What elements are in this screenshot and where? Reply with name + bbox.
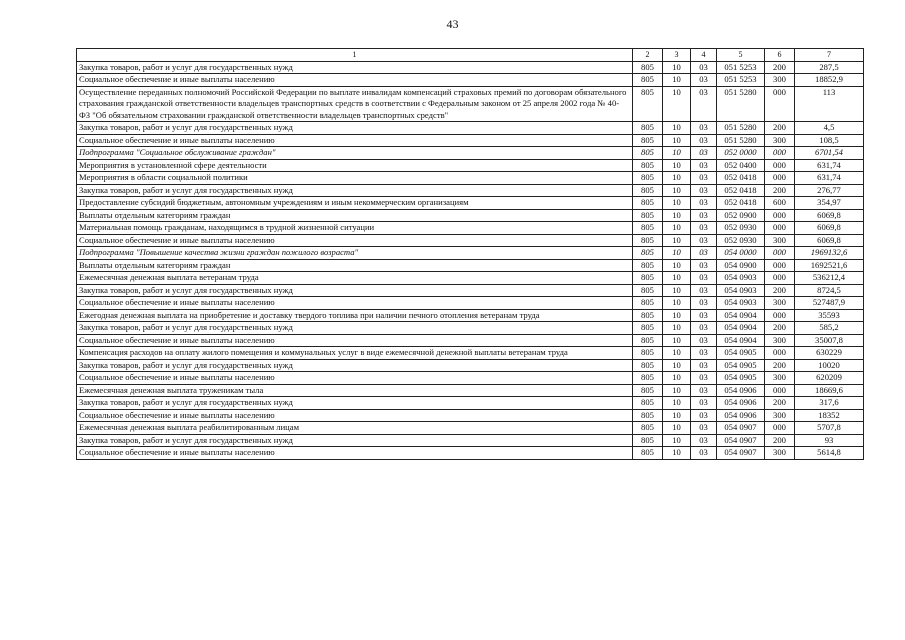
table-row bbox=[77, 322, 864, 335]
row-pr-cell: 03 bbox=[691, 272, 717, 285]
table-row bbox=[77, 409, 864, 422]
table-row bbox=[77, 297, 864, 310]
row-pr-cell: 03 bbox=[691, 434, 717, 447]
row-csr-cell: 051 5280 bbox=[717, 86, 765, 122]
row-pr-cell: 03 bbox=[691, 259, 717, 272]
row-csr-cell: 051 5253 bbox=[717, 74, 765, 87]
table-row bbox=[77, 347, 864, 360]
row-csr-cell: 052 0930 bbox=[717, 222, 765, 235]
row-ved-cell: 805 bbox=[633, 86, 663, 122]
row-pr-cell: 03 bbox=[691, 197, 717, 210]
row-ved-cell: 805 bbox=[633, 247, 663, 260]
row-rz-cell: 10 bbox=[663, 74, 691, 87]
row-vr-cell: 200 bbox=[765, 61, 795, 74]
row-rz-cell: 10 bbox=[663, 309, 691, 322]
row-rz-cell: 10 bbox=[663, 334, 691, 347]
row-name-cell: Мероприятия в установленной сфере деятельности bbox=[77, 159, 633, 172]
row-ved-cell: 805 bbox=[633, 74, 663, 87]
row-sum-cell: 6069,8 bbox=[795, 209, 864, 222]
row-rz-cell: 10 bbox=[663, 434, 691, 447]
row-ved-cell: 805 bbox=[633, 222, 663, 235]
row-vr-cell: 000 bbox=[765, 86, 795, 122]
row-ved-cell: 805 bbox=[633, 297, 663, 310]
row-sum-cell: 35593 bbox=[795, 309, 864, 322]
row-vr-cell: 200 bbox=[765, 184, 795, 197]
page-number: 43 bbox=[446, 17, 459, 31]
table-row bbox=[77, 422, 864, 435]
row-name-cell: Осуществление переданных полномочий Российской Федерации по выплате инвалидам компенсаций страховых премий по договорам обязательного страхования гражданской ответственности владельцев транспортных средств в соответствии с Федеральным законом от 25 апреля 2002 года № 40-ФЗ "Об обязательном страховании гражданской ответственности владельцев транспортных средств" bbox=[77, 86, 633, 122]
row-csr-cell: 054 0907 bbox=[717, 422, 765, 435]
row-vr-cell: 300 bbox=[765, 447, 795, 460]
row-rz-cell: 10 bbox=[663, 384, 691, 397]
row-pr-cell: 03 bbox=[691, 297, 717, 310]
row-ved-cell: 805 bbox=[633, 372, 663, 385]
table-row bbox=[77, 184, 864, 197]
budget-table bbox=[76, 48, 864, 460]
row-csr-cell: 054 0900 bbox=[717, 259, 765, 272]
row-csr-cell: 052 0930 bbox=[717, 234, 765, 247]
table-row bbox=[77, 86, 864, 122]
row-pr-cell: 03 bbox=[691, 172, 717, 185]
row-csr-cell: 052 0400 bbox=[717, 159, 765, 172]
row-ved-cell: 805 bbox=[633, 347, 663, 360]
table-row bbox=[77, 397, 864, 410]
row-ved-cell: 805 bbox=[633, 422, 663, 435]
row-csr-cell: 054 0905 bbox=[717, 347, 765, 360]
row-csr-cell: 054 0904 bbox=[717, 322, 765, 335]
row-name-cell: Социальное обеспечение и иные выплаты населению bbox=[77, 447, 633, 460]
table-row bbox=[77, 334, 864, 347]
row-sum-cell: 1692521,6 bbox=[795, 259, 864, 272]
row-vr-cell: 200 bbox=[765, 322, 795, 335]
row-vr-cell: 000 bbox=[765, 222, 795, 235]
row-vr-cell: 600 bbox=[765, 197, 795, 210]
row-name-cell: Закупка товаров, работ и услуг для государственных нужд bbox=[77, 397, 633, 410]
row-rz-cell: 10 bbox=[663, 172, 691, 185]
row-ved-cell: 805 bbox=[633, 197, 663, 210]
column-header-pr: 4 bbox=[691, 49, 717, 62]
row-pr-cell: 03 bbox=[691, 372, 717, 385]
row-vr-cell: 000 bbox=[765, 247, 795, 260]
row-rz-cell: 10 bbox=[663, 322, 691, 335]
row-pr-cell: 03 bbox=[691, 234, 717, 247]
row-rz-cell: 10 bbox=[663, 347, 691, 360]
row-rz-cell: 10 bbox=[663, 122, 691, 135]
row-sum-cell: 631,74 bbox=[795, 172, 864, 185]
row-rz-cell: 10 bbox=[663, 297, 691, 310]
row-name-cell: Предоставление субсидий бюджетным, автономным учреждениям и иным некоммерческим организациям bbox=[77, 197, 633, 210]
row-sum-cell: 4,5 bbox=[795, 122, 864, 135]
row-name-cell: Ежегодная денежная выплата на приобретение и доставку твердого топлива при наличии печного отопления ветеранам труда bbox=[77, 309, 633, 322]
row-ved-cell: 805 bbox=[633, 309, 663, 322]
row-sum-cell: 35007,8 bbox=[795, 334, 864, 347]
column-header-vr: 6 bbox=[765, 49, 795, 62]
row-sum-cell: 620209 bbox=[795, 372, 864, 385]
row-sum-cell: 108,5 bbox=[795, 134, 864, 147]
row-rz-cell: 10 bbox=[663, 159, 691, 172]
row-rz-cell: 10 bbox=[663, 359, 691, 372]
row-sum-cell: 8724,5 bbox=[795, 284, 864, 297]
row-ved-cell: 805 bbox=[633, 284, 663, 297]
row-pr-cell: 03 bbox=[691, 222, 717, 235]
table-row bbox=[77, 222, 864, 235]
table-row bbox=[77, 122, 864, 135]
row-csr-cell: 054 0906 bbox=[717, 384, 765, 397]
table-row bbox=[77, 74, 864, 87]
row-name-cell: Компенсация расходов на оплату жилого помещения и коммунальных услуг в виде ежемесячной денежной выплаты ветеранам труда bbox=[77, 347, 633, 360]
row-name-cell: Закупка товаров, работ и услуг для государственных нужд bbox=[77, 359, 633, 372]
row-ved-cell: 805 bbox=[633, 147, 663, 160]
row-vr-cell: 300 bbox=[765, 297, 795, 310]
row-vr-cell: 000 bbox=[765, 259, 795, 272]
row-vr-cell: 200 bbox=[765, 434, 795, 447]
row-ved-cell: 805 bbox=[633, 334, 663, 347]
row-csr-cell: 052 0418 bbox=[717, 184, 765, 197]
row-sum-cell: 18669,6 bbox=[795, 384, 864, 397]
row-name-cell: Закупка товаров, работ и услуг для государственных нужд bbox=[77, 61, 633, 74]
row-vr-cell: 200 bbox=[765, 284, 795, 297]
table-row bbox=[77, 197, 864, 210]
row-csr-cell: 054 0907 bbox=[717, 447, 765, 460]
row-csr-cell: 054 0906 bbox=[717, 397, 765, 410]
row-csr-cell: 054 0905 bbox=[717, 372, 765, 385]
row-sum-cell: 18352 bbox=[795, 409, 864, 422]
row-ved-cell: 805 bbox=[633, 172, 663, 185]
row-csr-cell: 054 0903 bbox=[717, 297, 765, 310]
row-rz-cell: 10 bbox=[663, 247, 691, 260]
row-csr-cell: 054 0905 bbox=[717, 359, 765, 372]
table-row bbox=[77, 159, 864, 172]
row-pr-cell: 03 bbox=[691, 422, 717, 435]
row-ved-cell: 805 bbox=[633, 184, 663, 197]
column-header-ved: 2 bbox=[633, 49, 663, 62]
row-vr-cell: 000 bbox=[765, 309, 795, 322]
row-vr-cell: 200 bbox=[765, 397, 795, 410]
row-rz-cell: 10 bbox=[663, 86, 691, 122]
table-row bbox=[77, 247, 864, 260]
table-row bbox=[77, 309, 864, 322]
row-vr-cell: 300 bbox=[765, 409, 795, 422]
row-ved-cell: 805 bbox=[633, 134, 663, 147]
row-name-cell: Ежемесячная денежная выплата ветеранам труда bbox=[77, 272, 633, 285]
row-sum-cell: 93 bbox=[795, 434, 864, 447]
row-name-cell: Закупка товаров, работ и услуг для государственных нужд bbox=[77, 184, 633, 197]
row-name-cell: Подпрограмма "Социальное обслуживание граждан" bbox=[77, 147, 633, 160]
table-row bbox=[77, 259, 864, 272]
row-vr-cell: 200 bbox=[765, 122, 795, 135]
row-ved-cell: 805 bbox=[633, 384, 663, 397]
row-ved-cell: 805 bbox=[633, 259, 663, 272]
row-csr-cell: 054 0000 bbox=[717, 247, 765, 260]
row-rz-cell: 10 bbox=[663, 222, 691, 235]
row-vr-cell: 300 bbox=[765, 134, 795, 147]
row-rz-cell: 10 bbox=[663, 61, 691, 74]
row-name-cell: Социальное обеспечение и иные выплаты населению bbox=[77, 409, 633, 422]
column-header-rz: 3 bbox=[663, 49, 691, 62]
row-csr-cell: 051 5280 bbox=[717, 134, 765, 147]
row-vr-cell: 000 bbox=[765, 384, 795, 397]
row-name-cell: Закупка товаров, работ и услуг для государственных нужд bbox=[77, 322, 633, 335]
row-rz-cell: 10 bbox=[663, 234, 691, 247]
row-sum-cell: 5707,8 bbox=[795, 422, 864, 435]
row-pr-cell: 03 bbox=[691, 86, 717, 122]
row-csr-cell: 052 0418 bbox=[717, 197, 765, 210]
table-row bbox=[77, 447, 864, 460]
table-row bbox=[77, 384, 864, 397]
row-sum-cell: 536212,4 bbox=[795, 272, 864, 285]
row-pr-cell: 03 bbox=[691, 334, 717, 347]
row-name-cell: Социальное обеспечение и иные выплаты населению bbox=[77, 334, 633, 347]
row-csr-cell: 051 5280 bbox=[717, 122, 765, 135]
row-sum-cell: 527487,9 bbox=[795, 297, 864, 310]
row-sum-cell: 354,97 bbox=[795, 197, 864, 210]
row-pr-cell: 03 bbox=[691, 122, 717, 135]
row-ved-cell: 805 bbox=[633, 159, 663, 172]
row-sum-cell: 276,77 bbox=[795, 184, 864, 197]
row-rz-cell: 10 bbox=[663, 147, 691, 160]
row-ved-cell: 805 bbox=[633, 122, 663, 135]
row-name-cell: Социальное обеспечение и иные выплаты населению bbox=[77, 372, 633, 385]
row-csr-cell: 054 0903 bbox=[717, 284, 765, 297]
row-sum-cell: 317,6 bbox=[795, 397, 864, 410]
row-sum-cell: 6069,8 bbox=[795, 234, 864, 247]
table-row bbox=[77, 134, 864, 147]
column-header-sum: 7 bbox=[795, 49, 864, 62]
row-sum-cell: 10020 bbox=[795, 359, 864, 372]
row-ved-cell: 805 bbox=[633, 397, 663, 410]
table-header-row bbox=[77, 49, 864, 62]
row-rz-cell: 10 bbox=[663, 184, 691, 197]
row-sum-cell: 6069,8 bbox=[795, 222, 864, 235]
row-csr-cell: 054 0903 bbox=[717, 272, 765, 285]
row-csr-cell: 052 0900 bbox=[717, 209, 765, 222]
row-vr-cell: 200 bbox=[765, 359, 795, 372]
table-row bbox=[77, 359, 864, 372]
row-vr-cell: 300 bbox=[765, 74, 795, 87]
row-vr-cell: 000 bbox=[765, 172, 795, 185]
row-sum-cell: 113 bbox=[795, 86, 864, 122]
row-sum-cell: 630229 bbox=[795, 347, 864, 360]
row-csr-cell: 052 0000 bbox=[717, 147, 765, 160]
row-sum-cell: 631,74 bbox=[795, 159, 864, 172]
row-pr-cell: 03 bbox=[691, 397, 717, 410]
row-name-cell: Мероприятия в области социальной политики bbox=[77, 172, 633, 185]
table-row bbox=[77, 147, 864, 160]
row-rz-cell: 10 bbox=[663, 447, 691, 460]
table-row bbox=[77, 284, 864, 297]
row-vr-cell: 300 bbox=[765, 334, 795, 347]
row-name-cell: Закупка товаров, работ и услуг для государственных нужд bbox=[77, 122, 633, 135]
row-vr-cell: 000 bbox=[765, 422, 795, 435]
row-name-cell: Закупка товаров, работ и услуг для государственных нужд bbox=[77, 434, 633, 447]
table-row bbox=[77, 234, 864, 247]
row-sum-cell: 287,5 bbox=[795, 61, 864, 74]
row-pr-cell: 03 bbox=[691, 184, 717, 197]
row-rz-cell: 10 bbox=[663, 372, 691, 385]
row-rz-cell: 10 bbox=[663, 209, 691, 222]
row-pr-cell: 03 bbox=[691, 309, 717, 322]
row-name-cell: Подпрограмма "Повышение качества жизни граждан пожилого возраста" bbox=[77, 247, 633, 260]
row-vr-cell: 000 bbox=[765, 147, 795, 160]
table-row bbox=[77, 372, 864, 385]
row-name-cell: Закупка товаров, работ и услуг для государственных нужд bbox=[77, 284, 633, 297]
row-rz-cell: 10 bbox=[663, 197, 691, 210]
row-pr-cell: 03 bbox=[691, 409, 717, 422]
table-row bbox=[77, 172, 864, 185]
row-pr-cell: 03 bbox=[691, 61, 717, 74]
row-pr-cell: 03 bbox=[691, 209, 717, 222]
row-csr-cell: 054 0904 bbox=[717, 309, 765, 322]
row-vr-cell: 300 bbox=[765, 234, 795, 247]
row-rz-cell: 10 bbox=[663, 422, 691, 435]
row-sum-cell: 6701,54 bbox=[795, 147, 864, 160]
row-ved-cell: 805 bbox=[633, 234, 663, 247]
row-rz-cell: 10 bbox=[663, 272, 691, 285]
row-pr-cell: 03 bbox=[691, 134, 717, 147]
row-ved-cell: 805 bbox=[633, 434, 663, 447]
column-header-csr: 5 bbox=[717, 49, 765, 62]
row-sum-cell: 585,2 bbox=[795, 322, 864, 335]
row-sum-cell: 18852,9 bbox=[795, 74, 864, 87]
row-ved-cell: 805 bbox=[633, 61, 663, 74]
row-name-cell: Выплаты отдельным категориям граждан bbox=[77, 209, 633, 222]
row-rz-cell: 10 bbox=[663, 409, 691, 422]
row-ved-cell: 805 bbox=[633, 359, 663, 372]
row-name-cell: Материальная помощь гражданам, находящимся в трудной жизненной ситуации bbox=[77, 222, 633, 235]
row-vr-cell: 000 bbox=[765, 272, 795, 285]
row-ved-cell: 805 bbox=[633, 409, 663, 422]
row-sum-cell: 5614,8 bbox=[795, 447, 864, 460]
table-row bbox=[77, 209, 864, 222]
row-sum-cell: 1969132,6 bbox=[795, 247, 864, 260]
row-pr-cell: 03 bbox=[691, 159, 717, 172]
row-pr-cell: 03 bbox=[691, 447, 717, 460]
row-name-cell: Ежемесячная денежная выплата труженикам тыла bbox=[77, 384, 633, 397]
row-csr-cell: 051 5253 bbox=[717, 61, 765, 74]
row-csr-cell: 054 0907 bbox=[717, 434, 765, 447]
row-ved-cell: 805 bbox=[633, 272, 663, 285]
row-name-cell: Выплаты отдельным категориям граждан bbox=[77, 259, 633, 272]
row-rz-cell: 10 bbox=[663, 397, 691, 410]
row-vr-cell: 000 bbox=[765, 209, 795, 222]
row-vr-cell: 000 bbox=[765, 159, 795, 172]
row-name-cell: Социальное обеспечение и иные выплаты населению bbox=[77, 134, 633, 147]
row-vr-cell: 000 bbox=[765, 347, 795, 360]
row-name-cell: Ежемесячная денежная выплата реабилитированным лицам bbox=[77, 422, 633, 435]
table-row bbox=[77, 272, 864, 285]
row-pr-cell: 03 bbox=[691, 384, 717, 397]
row-ved-cell: 805 bbox=[633, 447, 663, 460]
row-vr-cell: 300 bbox=[765, 372, 795, 385]
row-pr-cell: 03 bbox=[691, 147, 717, 160]
row-name-cell: Социальное обеспечение и иные выплаты населению bbox=[77, 74, 633, 87]
table-row bbox=[77, 434, 864, 447]
row-csr-cell: 052 0418 bbox=[717, 172, 765, 185]
table-row bbox=[77, 61, 864, 74]
row-pr-cell: 03 bbox=[691, 359, 717, 372]
row-csr-cell: 054 0904 bbox=[717, 334, 765, 347]
row-rz-cell: 10 bbox=[663, 284, 691, 297]
row-name-cell: Социальное обеспечение и иные выплаты населению bbox=[77, 234, 633, 247]
row-pr-cell: 03 bbox=[691, 347, 717, 360]
row-pr-cell: 03 bbox=[691, 284, 717, 297]
row-ved-cell: 805 bbox=[633, 209, 663, 222]
row-rz-cell: 10 bbox=[663, 259, 691, 272]
row-pr-cell: 03 bbox=[691, 247, 717, 260]
row-csr-cell: 054 0906 bbox=[717, 409, 765, 422]
row-ved-cell: 805 bbox=[633, 322, 663, 335]
row-name-cell: Социальное обеспечение и иные выплаты населению bbox=[77, 297, 633, 310]
column-header-name: 1 bbox=[77, 49, 633, 62]
row-rz-cell: 10 bbox=[663, 134, 691, 147]
row-pr-cell: 03 bbox=[691, 74, 717, 87]
row-pr-cell: 03 bbox=[691, 322, 717, 335]
